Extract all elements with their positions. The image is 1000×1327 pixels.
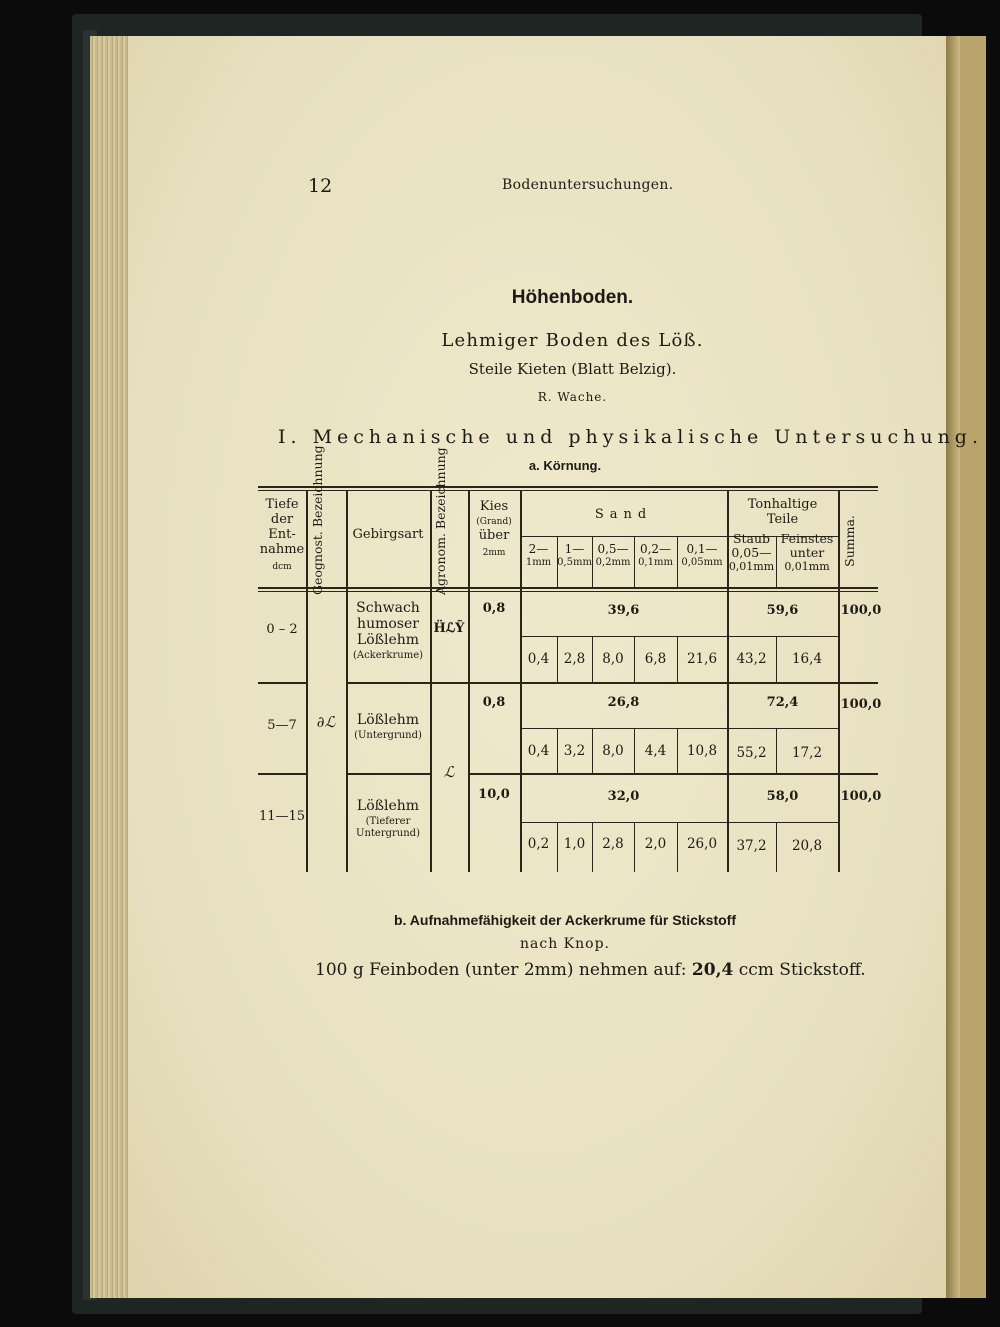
row1-depth-rule: [258, 682, 306, 684]
row2-sand-3: 8,0: [602, 743, 624, 759]
row1-sand-3: 8,0: [602, 651, 624, 667]
page-gutter: [946, 36, 960, 1298]
row2-sand-5: 10,8: [686, 743, 718, 759]
row1-bottom-rule: [346, 682, 878, 684]
location-title: Steile Kieten (Blatt Belzig).: [468, 360, 677, 378]
header-sand-col-line: 1mm: [525, 556, 552, 568]
header-depth-unit: dcm: [272, 561, 292, 572]
soil-title: Lehmiger Boden des Löß.: [441, 330, 704, 351]
header-sand-col-line: 0,5mm: [557, 556, 592, 568]
row2-sand-2: 3,2: [563, 743, 586, 759]
sand-header-rule: [520, 536, 727, 537]
subsection-b-sub: nach Knop.: [520, 936, 610, 952]
page-number: 12: [308, 175, 333, 197]
row1-gebirgsart-line: Lößlehm: [356, 632, 420, 649]
row1-depth: 0 – 2: [266, 622, 298, 637]
header-kies-line: Kies: [479, 499, 509, 514]
header-ton-col-line: Staub: [732, 531, 771, 546]
row1-gebirgsart: [346, 600, 430, 662]
header-depth-line: Tiefe: [265, 497, 299, 512]
header-summa: Summa.: [842, 515, 857, 567]
row2-depth: 5—7: [267, 718, 297, 733]
row1-agronom: ḦℒỸ: [433, 621, 465, 636]
row1-sand-4: 6,8: [644, 651, 667, 667]
row2-gebirgsart: [346, 712, 430, 742]
row1-gebirgsart-note: (Ackerkrume): [352, 650, 424, 662]
row1-kies: 0,8: [482, 601, 506, 616]
header-ton-col-line: 0,01mm: [728, 559, 775, 573]
header-bottom-rule: [258, 587, 878, 589]
header-sand-col-3: [592, 543, 634, 568]
row2-gebirgsart-rule: [346, 773, 430, 775]
header-tonhaltige-line: Teile: [766, 511, 799, 527]
row3-sand-1: 0,2: [527, 836, 550, 852]
row1-summa: 100,0: [840, 603, 882, 618]
row1-sand-total: 39,6: [607, 603, 640, 618]
header-sand-col-line: 0,05mm: [681, 556, 723, 568]
agronom-shared-symbol: ℒ: [443, 763, 455, 781]
row3-gebirgsart-line: Lößlehm: [356, 798, 420, 814]
row3-gebirgsart: [346, 798, 430, 839]
section-heading: I. Mechanische und physikalische Untersuchung.: [278, 426, 984, 448]
row1-sand-1: 0,4: [527, 651, 550, 667]
header-sand: Sand: [594, 507, 653, 522]
header-kies: [468, 500, 520, 559]
header-depth-line: nahme: [259, 541, 305, 557]
header-sand-col-4: [634, 543, 677, 568]
col-rule-depth: [306, 490, 308, 872]
row1-ton-feinstes: 16,4: [791, 651, 823, 667]
table-top-rule-2: [258, 490, 878, 491]
header-kies-line: 2mm: [482, 548, 506, 559]
header-bottom-rule-2: [258, 591, 878, 592]
header-sand-col-line: 0,5—: [597, 542, 629, 556]
header-sand-col-line: 0,1mm: [638, 556, 673, 568]
row2-sand-1: 0,4: [527, 743, 550, 759]
main-title: Höhenboden.: [511, 287, 634, 308]
row2-depth-rule: [258, 773, 306, 775]
header-sand-col-line: 0,1—: [686, 542, 718, 556]
row2-gebirgsart-line: Lößlehm: [356, 712, 420, 728]
row3-sand-3: 2,8: [602, 836, 624, 852]
header-sand-col-1: [520, 543, 557, 568]
header-sand-col-2: [557, 543, 592, 568]
row3-depth: 11—15: [258, 809, 306, 824]
row1-sand-5: 21,6: [686, 651, 718, 667]
row3-sand-2: 1,0: [563, 836, 586, 852]
header-kies-line: über: [478, 528, 510, 544]
row2-sub-rule: [520, 728, 727, 729]
row2-ton-total: 72,4: [766, 695, 799, 710]
header-ton-col-line: 0,05—: [731, 545, 772, 561]
row2-sand-total: 26,8: [607, 695, 640, 710]
header-ton-col-feinstes: [776, 532, 838, 573]
nitrogen-result-suffix: ccm Stickstoff.: [738, 960, 866, 980]
geognost-symbol: ∂ℒ: [316, 713, 336, 731]
nitrogen-result-prefix: 100 g Feinboden (unter 2mm) nehmen auf:: [315, 960, 687, 980]
row2-kies: 0,8: [482, 695, 506, 710]
row2-bottom-rule: [468, 773, 878, 775]
row1-gebirgsart-line: Schwach: [356, 600, 420, 616]
row2-ton-sub-rule: [727, 728, 838, 729]
row3-sand-4: 2,0: [644, 836, 667, 852]
header-geognost: Geognost. Bezeichnung: [310, 445, 325, 595]
header-depth-line: Ent-: [268, 526, 296, 542]
col-rule-gebirgsart: [430, 490, 432, 872]
row3-sand-5: 26,0: [686, 836, 718, 852]
row2-gebirgsart-note: (Untergrund): [354, 730, 422, 742]
header-sand-col-line: 2—: [528, 542, 549, 556]
running-title: Bodenuntersuchungen.: [502, 177, 674, 193]
row3-sub-rule: [520, 822, 727, 823]
row3-ton-sub-rule: [727, 822, 838, 823]
subsection-a-heading: a. Körnung.: [528, 458, 602, 473]
row3-ton-total: 58,0: [766, 789, 799, 804]
page-edges: [90, 36, 130, 1298]
row1-ton-sub-rule: [727, 636, 838, 637]
header-ton-col-line: 0,01mm: [784, 559, 830, 573]
row1-gebirgsart-line: humoser: [357, 616, 419, 633]
table-top-rule: [258, 486, 878, 488]
header-sand-col-line: 1—: [564, 542, 585, 556]
nitrogen-result-value: 20,4: [691, 960, 734, 980]
col-rule-ton: [838, 490, 840, 872]
subsection-b-heading: b. Aufnahmefähigkeit der Ackerkrume für Stickstoff: [393, 912, 737, 928]
row2-ton-staub: 55,2: [736, 745, 767, 761]
header-ton-col-staub: [727, 532, 776, 573]
row3-ton-staub: 37,2: [736, 838, 767, 854]
header-depth: [258, 498, 306, 572]
header-sand-col-5: [677, 543, 727, 568]
row1-ton-total: 59,6: [766, 603, 799, 618]
nitrogen-result-line: [315, 960, 866, 980]
header-tonhaltige-line: Tonhaltige: [747, 497, 818, 512]
header-sand-col-line: 0,2mm: [595, 556, 631, 568]
row2-sand-4: 4,4: [644, 743, 667, 759]
row3-sand-total: 32,0: [607, 789, 640, 804]
header-sand-col-line: 0,2—: [639, 542, 672, 556]
header-depth-line: der: [270, 511, 294, 527]
row1-sand-2: 2,8: [563, 651, 586, 667]
row1-ton-staub: 43,2: [736, 651, 767, 667]
row3-kies: 10,0: [478, 787, 510, 802]
row3-ton-feinstes: 20,8: [791, 838, 823, 854]
row3-summa: 100,0: [840, 789, 882, 804]
row2-summa: 100,0: [840, 697, 882, 712]
header-gebirgsart: Gebirgsart: [352, 527, 424, 542]
row3-gebirgsart-note: (Tieferer Untergrund): [356, 816, 420, 839]
header-kies-line: (Grand): [476, 516, 512, 527]
header-ton-col-line: unter: [789, 545, 825, 561]
author-name: R. Wache.: [537, 390, 608, 404]
row2-ton-feinstes: 17,2: [791, 745, 823, 761]
header-tonhaltige: [727, 498, 838, 528]
header-ton-col-line: Feinstes: [780, 531, 834, 546]
header-agronom: Agronom. Bezeichnung: [433, 447, 448, 595]
row1-sub-rule: [520, 636, 727, 637]
